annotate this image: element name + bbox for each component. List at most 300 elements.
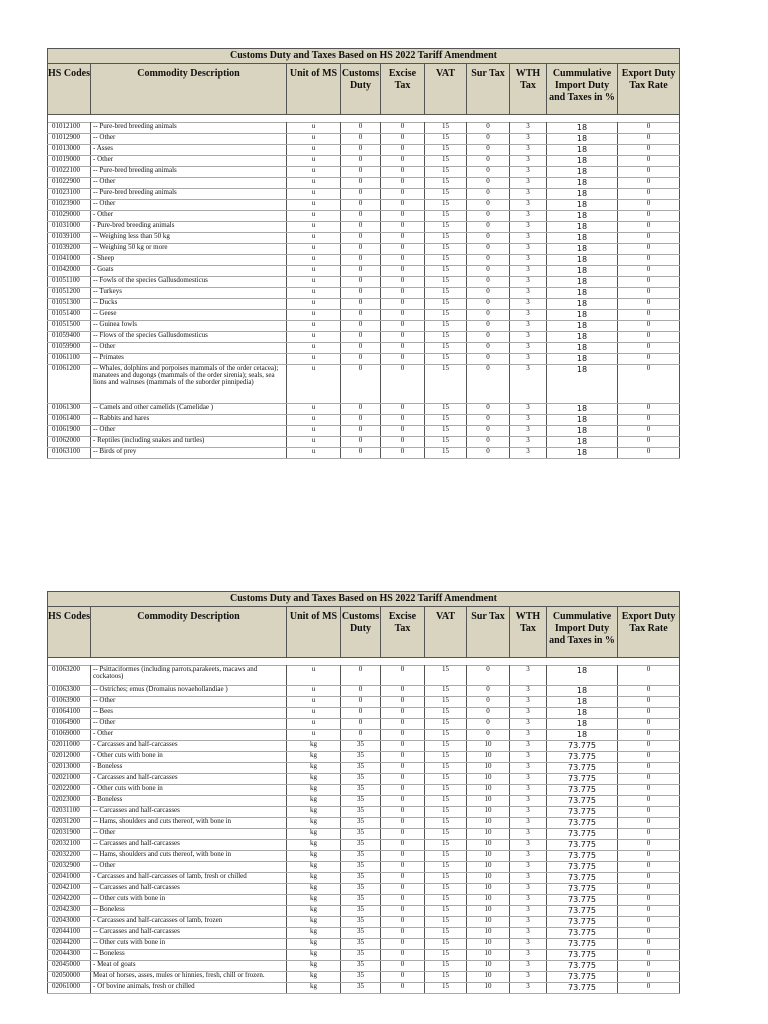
cumulative-cell: 18: [547, 437, 618, 448]
customs-duty-cell: 35: [341, 851, 381, 862]
unit-cell: u: [287, 310, 341, 321]
vat-cell: 15: [425, 189, 467, 200]
hs-code-cell: 02041000: [48, 873, 91, 884]
excise-tax-cell: 0: [381, 983, 425, 994]
sur-tax-cell: 0: [467, 123, 510, 134]
wth-tax-cell: 3: [510, 211, 547, 222]
sur-tax-cell: 10: [467, 884, 510, 895]
excise-tax-cell: 0: [381, 719, 425, 730]
cumulative-cell: 73.775: [547, 906, 618, 917]
excise-tax-cell: 0: [381, 840, 425, 851]
description-cell: - Carcasses and half-carcasses: [91, 741, 287, 752]
unit-cell: u: [287, 167, 341, 178]
header-commodity-description: Commodity Description: [91, 607, 287, 658]
table-row: [48, 939, 680, 950]
customs-duty-cell: 0: [341, 255, 381, 266]
customs-duty-cell: 35: [341, 884, 381, 895]
vat-cell: 15: [425, 310, 467, 321]
customs-duty-cell: 0: [341, 719, 381, 730]
cumulative-cell: 18: [547, 244, 618, 255]
wth-tax-cell: 3: [510, 983, 547, 994]
excise-tax-cell: 0: [381, 266, 425, 277]
table-row: [48, 884, 680, 895]
vat-cell: 15: [425, 123, 467, 134]
vat-cell: 15: [425, 448, 467, 459]
description-cell: -- Other: [91, 829, 287, 840]
wth-tax-cell: 3: [510, 244, 547, 255]
excise-tax-cell: 0: [381, 211, 425, 222]
hs-code-cell: 01051400: [48, 310, 91, 321]
description-cell: -- Weighing 50 kg or more: [91, 244, 287, 255]
hs-code-cell: 01061300: [48, 404, 91, 415]
excise-tax-cell: 0: [381, 917, 425, 928]
customs-duty-cell: 0: [341, 145, 381, 156]
unit-cell: kg: [287, 873, 341, 884]
vat-cell: 15: [425, 895, 467, 906]
table-row: [48, 200, 680, 211]
cumulative-cell: 73.775: [547, 895, 618, 906]
wth-tax-cell: 3: [510, 741, 547, 752]
excise-tax-cell: 0: [381, 906, 425, 917]
export-duty-cell: 0: [618, 277, 680, 288]
wth-tax-cell: 3: [510, 448, 547, 459]
cumulative-cell: 18: [547, 708, 618, 719]
excise-tax-cell: 0: [381, 255, 425, 266]
unit-cell: kg: [287, 961, 341, 972]
unit-cell: u: [287, 266, 341, 277]
description-cell: -- Guinea fowls: [91, 321, 287, 332]
table-row: [48, 752, 680, 763]
unit-cell: kg: [287, 939, 341, 950]
customs-duty-cell: 0: [341, 448, 381, 459]
hs-code-cell: 01051200: [48, 288, 91, 299]
excise-tax-cell: 0: [381, 288, 425, 299]
hs-code-cell: 02031200: [48, 818, 91, 829]
wth-tax-cell: 3: [510, 719, 547, 730]
vat-cell: 15: [425, 708, 467, 719]
export-duty-cell: 0: [618, 200, 680, 211]
description-cell: -- Pure-bred breeding animals: [91, 167, 287, 178]
hs-code-cell: 01051300: [48, 299, 91, 310]
vat-cell: 15: [425, 851, 467, 862]
customs-duty-cell: 35: [341, 785, 381, 796]
description-cell: -- Other: [91, 200, 287, 211]
export-duty-cell: 0: [618, 807, 680, 818]
header-hs-codes: HS Codes: [48, 64, 91, 115]
vat-cell: 15: [425, 437, 467, 448]
table-row: [48, 862, 680, 873]
customs-duty-cell: 35: [341, 939, 381, 950]
cumulative-cell: 18: [547, 200, 618, 211]
wth-tax-cell: 3: [510, 354, 547, 365]
export-duty-cell: 0: [618, 862, 680, 873]
wth-tax-cell: 3: [510, 785, 547, 796]
wth-tax-cell: 3: [510, 426, 547, 437]
unit-cell: u: [287, 277, 341, 288]
table-row: [48, 961, 680, 972]
table-row: [48, 796, 680, 807]
wth-tax-cell: 3: [510, 288, 547, 299]
sur-tax-cell: 0: [467, 299, 510, 310]
vat-cell: 15: [425, 939, 467, 950]
excise-tax-cell: 0: [381, 961, 425, 972]
cumulative-cell: 73.775: [547, 928, 618, 939]
sur-tax-cell: 0: [467, 719, 510, 730]
export-duty-cell: 0: [618, 906, 680, 917]
customs-duty-cell: 0: [341, 211, 381, 222]
export-duty-cell: 0: [618, 222, 680, 233]
customs-duty-cell: 0: [341, 365, 381, 404]
description-cell: -- Hams, shoulders and cuts thereof, with bone in: [91, 851, 287, 862]
vat-cell: 15: [425, 426, 467, 437]
wth-tax-cell: 3: [510, 255, 547, 266]
sur-tax-cell: 10: [467, 763, 510, 774]
hs-code-cell: 02044200: [48, 939, 91, 950]
hs-code-cell: 01042000: [48, 266, 91, 277]
wth-tax-cell: 3: [510, 343, 547, 354]
cumulative-cell: 18: [547, 178, 618, 189]
description-cell: -- Other: [91, 178, 287, 189]
table-row: [48, 873, 680, 884]
customs-duty-cell: 0: [341, 134, 381, 145]
excise-tax-cell: 0: [381, 437, 425, 448]
export-duty-cell: 0: [618, 178, 680, 189]
sur-tax-cell: 0: [467, 288, 510, 299]
sur-tax-cell: 0: [467, 255, 510, 266]
table-row: [48, 266, 680, 277]
export-duty-cell: 0: [618, 961, 680, 972]
customs-duty-cell: 0: [341, 277, 381, 288]
customs-duty-cell: 35: [341, 972, 381, 983]
description-cell: - Carcasses and half-carcasses of lamb, frozen: [91, 917, 287, 928]
description-cell: - Asses: [91, 145, 287, 156]
vat-cell: 15: [425, 332, 467, 343]
cumulative-cell: 73.775: [547, 917, 618, 928]
excise-tax-cell: 0: [381, 200, 425, 211]
export-duty-cell: 0: [618, 448, 680, 459]
table-row: [48, 928, 680, 939]
customs-duty-cell: 35: [341, 774, 381, 785]
export-duty-cell: 0: [618, 145, 680, 156]
cumulative-cell: 18: [547, 332, 618, 343]
wth-tax-cell: 3: [510, 796, 547, 807]
sur-tax-cell: 0: [467, 343, 510, 354]
sur-tax-cell: 0: [467, 266, 510, 277]
cumulative-cell: 18: [547, 354, 618, 365]
excise-tax-cell: 0: [381, 277, 425, 288]
wth-tax-cell: 3: [510, 437, 547, 448]
wth-tax-cell: 3: [510, 928, 547, 939]
cumulative-cell: 18: [547, 719, 618, 730]
description-cell: -- Rabbits and hares: [91, 415, 287, 426]
export-duty-cell: 0: [618, 917, 680, 928]
excise-tax-cell: 0: [381, 299, 425, 310]
customs-duty-cell: 0: [341, 332, 381, 343]
customs-duty-cell: 0: [341, 404, 381, 415]
customs-duty-cell: 35: [341, 741, 381, 752]
description-cell: -- Ducks: [91, 299, 287, 310]
table-title: Customs Duty and Taxes Based on HS 2022 Tariff Amendment: [48, 49, 680, 64]
wth-tax-cell: 3: [510, 939, 547, 950]
description-cell: - Boneless: [91, 763, 287, 774]
vat-cell: 15: [425, 950, 467, 961]
hs-code-cell: 01019000: [48, 156, 91, 167]
export-duty-cell: 0: [618, 686, 680, 697]
cumulative-cell: 73.775: [547, 950, 618, 961]
export-duty-cell: 0: [618, 840, 680, 851]
vat-cell: 15: [425, 233, 467, 244]
table-row: [48, 404, 680, 415]
hs-code-cell: 02012000: [48, 752, 91, 763]
unit-cell: u: [287, 244, 341, 255]
description-cell: -- Turkeys: [91, 288, 287, 299]
table-row: [48, 697, 680, 708]
vat-cell: 15: [425, 752, 467, 763]
hs-code-cell: 02031100: [48, 807, 91, 818]
cumulative-cell: 18: [547, 730, 618, 741]
unit-cell: kg: [287, 884, 341, 895]
sur-tax-cell: 0: [467, 145, 510, 156]
unit-cell: kg: [287, 917, 341, 928]
cumulative-cell: 73.775: [547, 884, 618, 895]
cumulative-cell: 18: [547, 448, 618, 459]
excise-tax-cell: 0: [381, 939, 425, 950]
cumulative-cell: 18: [547, 277, 618, 288]
vat-cell: 15: [425, 404, 467, 415]
unit-cell: u: [287, 426, 341, 437]
unit-cell: kg: [287, 840, 341, 851]
export-duty-cell: 0: [618, 950, 680, 961]
table-row: [48, 983, 680, 994]
table-row: [48, 255, 680, 266]
vat-cell: 15: [425, 288, 467, 299]
wth-tax-cell: 3: [510, 829, 547, 840]
cumulative-cell: 73.775: [547, 763, 618, 774]
vat-cell: 15: [425, 807, 467, 818]
sur-tax-cell: 0: [467, 697, 510, 708]
unit-cell: kg: [287, 950, 341, 961]
table-row: [48, 950, 680, 961]
hs-code-cell: 02044300: [48, 950, 91, 961]
excise-tax-cell: 0: [381, 730, 425, 741]
unit-cell: kg: [287, 895, 341, 906]
customs-duty-cell: 0: [341, 244, 381, 255]
unit-cell: kg: [287, 741, 341, 752]
hs-code-cell: 01059400: [48, 332, 91, 343]
sur-tax-cell: 10: [467, 741, 510, 752]
unit-cell: u: [287, 255, 341, 266]
unit-cell: u: [287, 178, 341, 189]
unit-cell: u: [287, 719, 341, 730]
export-duty-cell: 0: [618, 983, 680, 994]
hs-code-cell: 01012100: [48, 123, 91, 134]
cumulative-cell: 18: [547, 343, 618, 354]
cumulative-cell: 18: [547, 266, 618, 277]
cumulative-cell: 18: [547, 310, 618, 321]
wth-tax-cell: 3: [510, 299, 547, 310]
sur-tax-cell: 10: [467, 906, 510, 917]
description-cell: -- Other cuts with bone in: [91, 939, 287, 950]
description-cell: - Carcasses and half-carcasses: [91, 774, 287, 785]
unit-cell: u: [287, 200, 341, 211]
description-cell: - Boneless: [91, 796, 287, 807]
customs-duty-cell: 0: [341, 415, 381, 426]
header-sur-tax: Sur Tax: [467, 607, 510, 658]
sur-tax-cell: 0: [467, 437, 510, 448]
description-cell: - Other cuts with bone in: [91, 785, 287, 796]
sur-tax-cell: 0: [467, 310, 510, 321]
sur-tax-cell: 0: [467, 686, 510, 697]
excise-tax-cell: 0: [381, 310, 425, 321]
excise-tax-cell: 0: [381, 365, 425, 404]
description-cell: -- Whales, dolphins and porpoises mammals of the order cetacea); manatees and dugongs (mammals of the order sirenia); seals, sea lions and walruses (mammals of the suborder pinnipedia): [91, 365, 287, 404]
wth-tax-cell: 3: [510, 156, 547, 167]
unit-cell: u: [287, 415, 341, 426]
unit-cell: kg: [287, 796, 341, 807]
cumulative-cell: 18: [547, 189, 618, 200]
customs-duty-cell: 35: [341, 818, 381, 829]
customs-duty-cell: 35: [341, 928, 381, 939]
wth-tax-cell: 3: [510, 807, 547, 818]
hs-code-cell: 01031000: [48, 222, 91, 233]
table-row: [48, 288, 680, 299]
export-duty-cell: 0: [618, 741, 680, 752]
description-cell: -- Other: [91, 719, 287, 730]
wth-tax-cell: 3: [510, 266, 547, 277]
wth-tax-cell: 3: [510, 708, 547, 719]
description-cell: -- Boneless: [91, 950, 287, 961]
hs-code-cell: 02031900: [48, 829, 91, 840]
unit-cell: u: [287, 321, 341, 332]
export-duty-cell: 0: [618, 255, 680, 266]
header-commodity-description: Commodity Description: [91, 64, 287, 115]
wth-tax-cell: 3: [510, 666, 547, 686]
excise-tax-cell: 0: [381, 343, 425, 354]
customs-duty-cell: 35: [341, 807, 381, 818]
unit-cell: u: [287, 708, 341, 719]
vat-cell: 15: [425, 796, 467, 807]
vat-cell: 15: [425, 818, 467, 829]
sur-tax-cell: 10: [467, 807, 510, 818]
excise-tax-cell: 0: [381, 884, 425, 895]
customs-duty-cell: 35: [341, 752, 381, 763]
description-cell: - Reptiles (including snakes and turtles): [91, 437, 287, 448]
sur-tax-cell: 0: [467, 134, 510, 145]
customs-duty-cell: 35: [341, 917, 381, 928]
customs-duty-cell: 0: [341, 222, 381, 233]
unit-cell: u: [287, 697, 341, 708]
header-gap: [48, 115, 680, 123]
vat-cell: 15: [425, 785, 467, 796]
description-cell: -- Carcasses and half-carcasses: [91, 807, 287, 818]
table-row: [48, 167, 680, 178]
export-duty-cell: 0: [618, 697, 680, 708]
customs-duty-cell: 0: [341, 321, 381, 332]
export-duty-cell: 0: [618, 354, 680, 365]
sur-tax-cell: 0: [467, 426, 510, 437]
customs-duty-cell: 35: [341, 873, 381, 884]
description-cell: -- Ostriches; emus (Dromaius novaehollandiae ): [91, 686, 287, 697]
table-row: [48, 686, 680, 697]
wth-tax-cell: 3: [510, 200, 547, 211]
sur-tax-cell: 10: [467, 818, 510, 829]
export-duty-cell: 0: [618, 928, 680, 939]
export-duty-cell: 0: [618, 437, 680, 448]
vat-cell: 15: [425, 686, 467, 697]
unit-cell: u: [287, 404, 341, 415]
sur-tax-cell: 10: [467, 928, 510, 939]
header-unit: Unit of MS: [287, 64, 341, 115]
cumulative-cell: 73.775: [547, 983, 618, 994]
wth-tax-cell: 3: [510, 906, 547, 917]
cumulative-cell: 18: [547, 145, 618, 156]
vat-cell: 15: [425, 666, 467, 686]
description-cell: -- Weighing less than 50 kg: [91, 233, 287, 244]
table-row: [48, 437, 680, 448]
description-cell: - Meat of goats: [91, 961, 287, 972]
excise-tax-cell: 0: [381, 178, 425, 189]
hs-code-cell: 01064900: [48, 719, 91, 730]
cumulative-cell: 18: [547, 167, 618, 178]
vat-cell: 15: [425, 840, 467, 851]
hs-code-cell: 02061000: [48, 983, 91, 994]
unit-cell: kg: [287, 752, 341, 763]
vat-cell: 15: [425, 719, 467, 730]
unit-cell: kg: [287, 862, 341, 873]
unit-cell: kg: [287, 983, 341, 994]
table-row: [48, 321, 680, 332]
sur-tax-cell: 0: [467, 321, 510, 332]
unit-cell: u: [287, 437, 341, 448]
table-row: [48, 730, 680, 741]
description-cell: - Goats: [91, 266, 287, 277]
export-duty-cell: 0: [618, 774, 680, 785]
excise-tax-cell: 0: [381, 134, 425, 145]
hs-code-cell: 02022000: [48, 785, 91, 796]
hs-code-cell: 01041000: [48, 255, 91, 266]
export-duty-cell: 0: [618, 167, 680, 178]
customs-duty-cell: 35: [341, 796, 381, 807]
cumulative-cell: 18: [547, 365, 618, 404]
excise-tax-cell: 0: [381, 189, 425, 200]
table-row: [48, 354, 680, 365]
table-row: [48, 972, 680, 983]
unit-cell: u: [287, 233, 341, 244]
sur-tax-cell: 0: [467, 244, 510, 255]
export-duty-cell: 0: [618, 134, 680, 145]
description-cell: -- Other: [91, 697, 287, 708]
table-row: [48, 708, 680, 719]
cumulative-cell: 18: [547, 123, 618, 134]
hs-code-cell: 02042100: [48, 884, 91, 895]
export-duty-cell: 0: [618, 972, 680, 983]
sur-tax-cell: 10: [467, 774, 510, 785]
table-row: [48, 134, 680, 145]
header-wth-tax: WTH Tax: [510, 64, 547, 115]
description-cell: -- Carcasses and half-carcasses: [91, 884, 287, 895]
vat-cell: 15: [425, 862, 467, 873]
vat-cell: 15: [425, 873, 467, 884]
vat-cell: 15: [425, 917, 467, 928]
excise-tax-cell: 0: [381, 332, 425, 343]
excise-tax-cell: 0: [381, 895, 425, 906]
export-duty-cell: 0: [618, 266, 680, 277]
export-duty-cell: 0: [618, 365, 680, 404]
table-row: [48, 895, 680, 906]
customs-duty-cell: 0: [341, 178, 381, 189]
description-cell: - Other cuts with bone in: [91, 752, 287, 763]
cumulative-cell: 73.775: [547, 785, 618, 796]
